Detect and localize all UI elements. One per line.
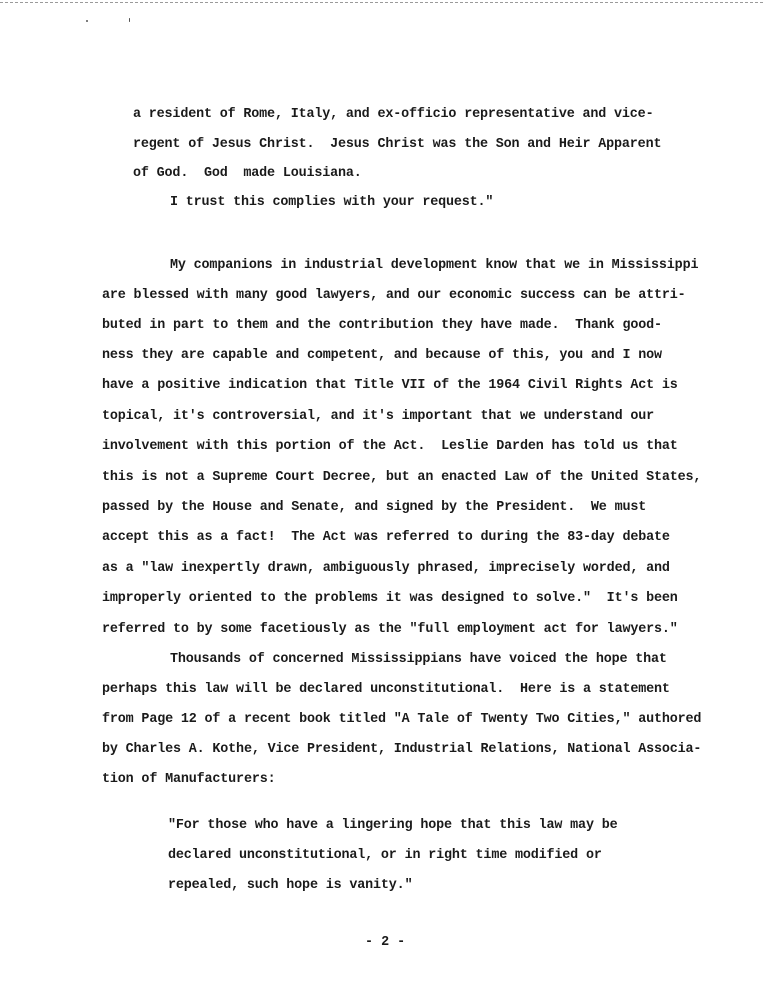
text-line: of God. God made Louisiana.	[133, 166, 362, 181]
text-line: from Page 12 of a recent book titled "A Tale of Twenty Two Cities," authored	[102, 712, 702, 727]
text-line: improperly oriented to the problems it was designed to solve." It's been	[102, 591, 678, 606]
page-edge-marks	[0, 2, 763, 3]
block-quote-line: declared unconstitutional, or in right time modified or	[168, 848, 602, 863]
text-line: a resident of Rome, Italy, and ex-officio representative and vice-	[133, 107, 654, 122]
page-number: - 2 -	[365, 935, 406, 950]
text-line: have a positive indication that Title VII of the 1964 Civil Rights Act is	[102, 378, 678, 393]
scan-speck	[129, 18, 130, 22]
block-quote-line: "For those who have a lingering hope that this law may be	[168, 818, 618, 833]
scan-speck	[86, 20, 88, 22]
text-line: perhaps this law will be declared unconstitutional. Here is a statement	[102, 682, 670, 697]
text-line: I trust this complies with your request."	[170, 195, 494, 210]
text-line: accept this as a fact! The Act was referred to during the 83-day debate	[102, 530, 670, 545]
text-line: topical, it's controversial, and it's important that we understand our	[102, 409, 654, 424]
text-line: referred to by some facetiously as the "full employment act for lawyers."	[102, 622, 678, 637]
text-line: buted in part to them and the contribution they have made. Thank good-	[102, 318, 662, 333]
text-line: tion of Manufacturers:	[102, 772, 276, 787]
text-line: regent of Jesus Christ. Jesus Christ was the Son and Heir Apparent	[133, 137, 662, 152]
text-line: by Charles A. Kothe, Vice President, Industrial Relations, National Associa-	[102, 742, 702, 757]
text-line: ness they are capable and competent, and because of this, you and I now	[102, 348, 662, 363]
text-line: Thousands of concerned Mississippians have voiced the hope that	[170, 652, 667, 667]
block-quote-line: repealed, such hope is vanity."	[168, 878, 413, 893]
text-line: involvement with this portion of the Act. Leslie Darden has told us that	[102, 439, 678, 454]
text-line: as a "law inexpertly drawn, ambiguously phrased, imprecisely worded, and	[102, 561, 670, 576]
text-line: this is not a Supreme Court Decree, but an enacted Law of the United States,	[102, 470, 702, 485]
text-line: are blessed with many good lawyers, and our economic success can be attri-	[102, 288, 686, 303]
text-line: passed by the House and Senate, and signed by the President. We must	[102, 500, 647, 515]
text-line: My companions in industrial development know that we in Mississippi	[170, 258, 699, 273]
